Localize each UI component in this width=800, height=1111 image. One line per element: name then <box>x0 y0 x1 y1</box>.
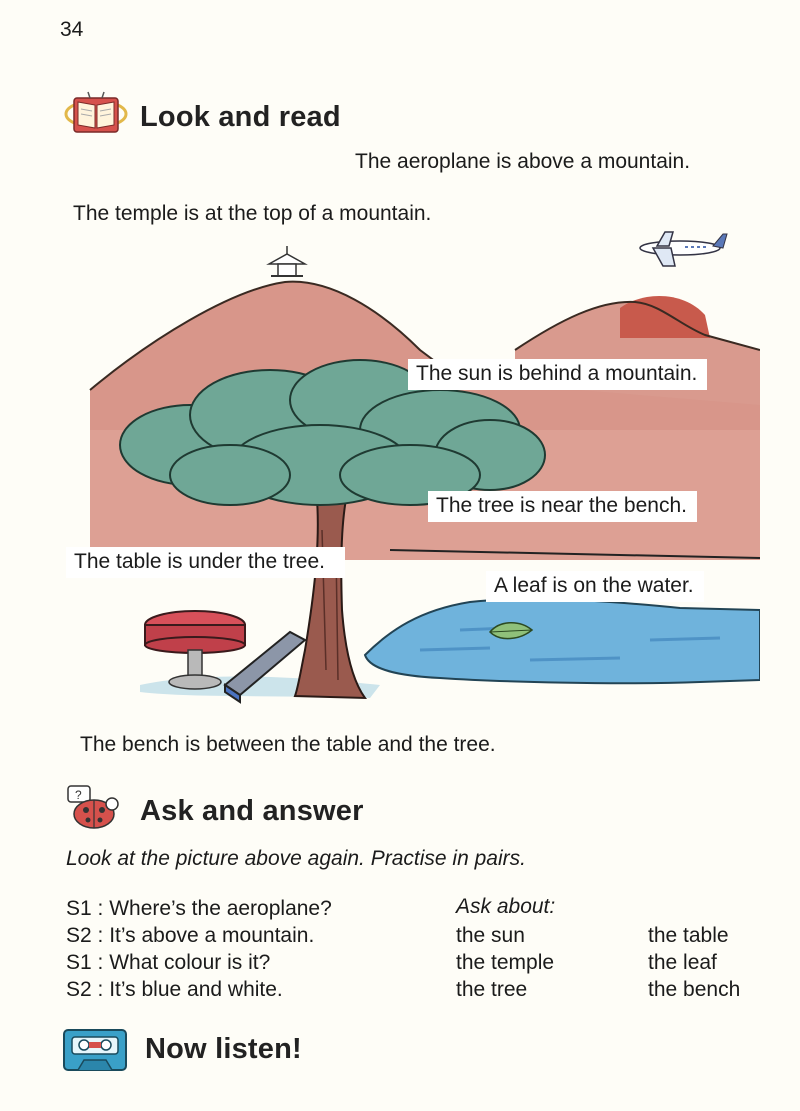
ask-about-item: the table <box>648 924 729 947</box>
sentence-tree: The tree is near the bench. <box>428 491 697 522</box>
sentence-bench: The bench is between the table and the tree. <box>80 733 496 756</box>
water <box>365 599 760 683</box>
ask-about-item: the tree <box>456 978 528 1001</box>
ask-about-label: Ask about: <box>456 895 556 918</box>
sentence-table: The table is under the tree. <box>66 547 345 578</box>
temple <box>269 246 305 276</box>
dialogue-line: S1 : What colour is it? <box>66 951 271 974</box>
sentence-temple: The temple is at the top of a mountain. <box>73 202 432 225</box>
ask-about-list-2 <box>648 922 740 1003</box>
cassette-icon <box>62 1024 130 1074</box>
book-icon <box>62 88 130 138</box>
sentence-leaf: A leaf is on the water. <box>486 571 704 602</box>
page-number: 34 <box>60 18 84 41</box>
scene-illustration <box>60 230 760 710</box>
sentence-aeroplane: The aeroplane is above a mountain. <box>355 150 691 173</box>
ladybird-icon <box>62 782 130 832</box>
sentence-sun: The sun is behind a mountain. <box>408 359 707 390</box>
aeroplane <box>640 232 727 266</box>
ask-about-item: the temple <box>456 951 555 974</box>
section-title-look-and-read: Look and read <box>140 101 341 133</box>
ask-about-list-1 <box>456 922 554 1003</box>
dialogue-line: S1 : Where’s the aeroplane? <box>66 897 332 920</box>
dialogue-block <box>66 895 332 1003</box>
section-title-now-listen: Now listen! <box>145 1033 302 1065</box>
ask-about-item: the bench <box>648 978 741 1001</box>
dialogue-line: S2 : It’s blue and white. <box>66 978 283 1001</box>
section-title-ask-and-answer: Ask and answer <box>140 795 364 827</box>
dialogue-line: S2 : It’s above a mountain. <box>66 924 315 947</box>
ask-about-item: the leaf <box>648 951 717 974</box>
svg-text:?: ? <box>75 788 82 802</box>
instruction-text: Look at the picture above again. Practise in pairs. <box>66 847 526 870</box>
ask-about-item: the sun <box>456 924 525 947</box>
